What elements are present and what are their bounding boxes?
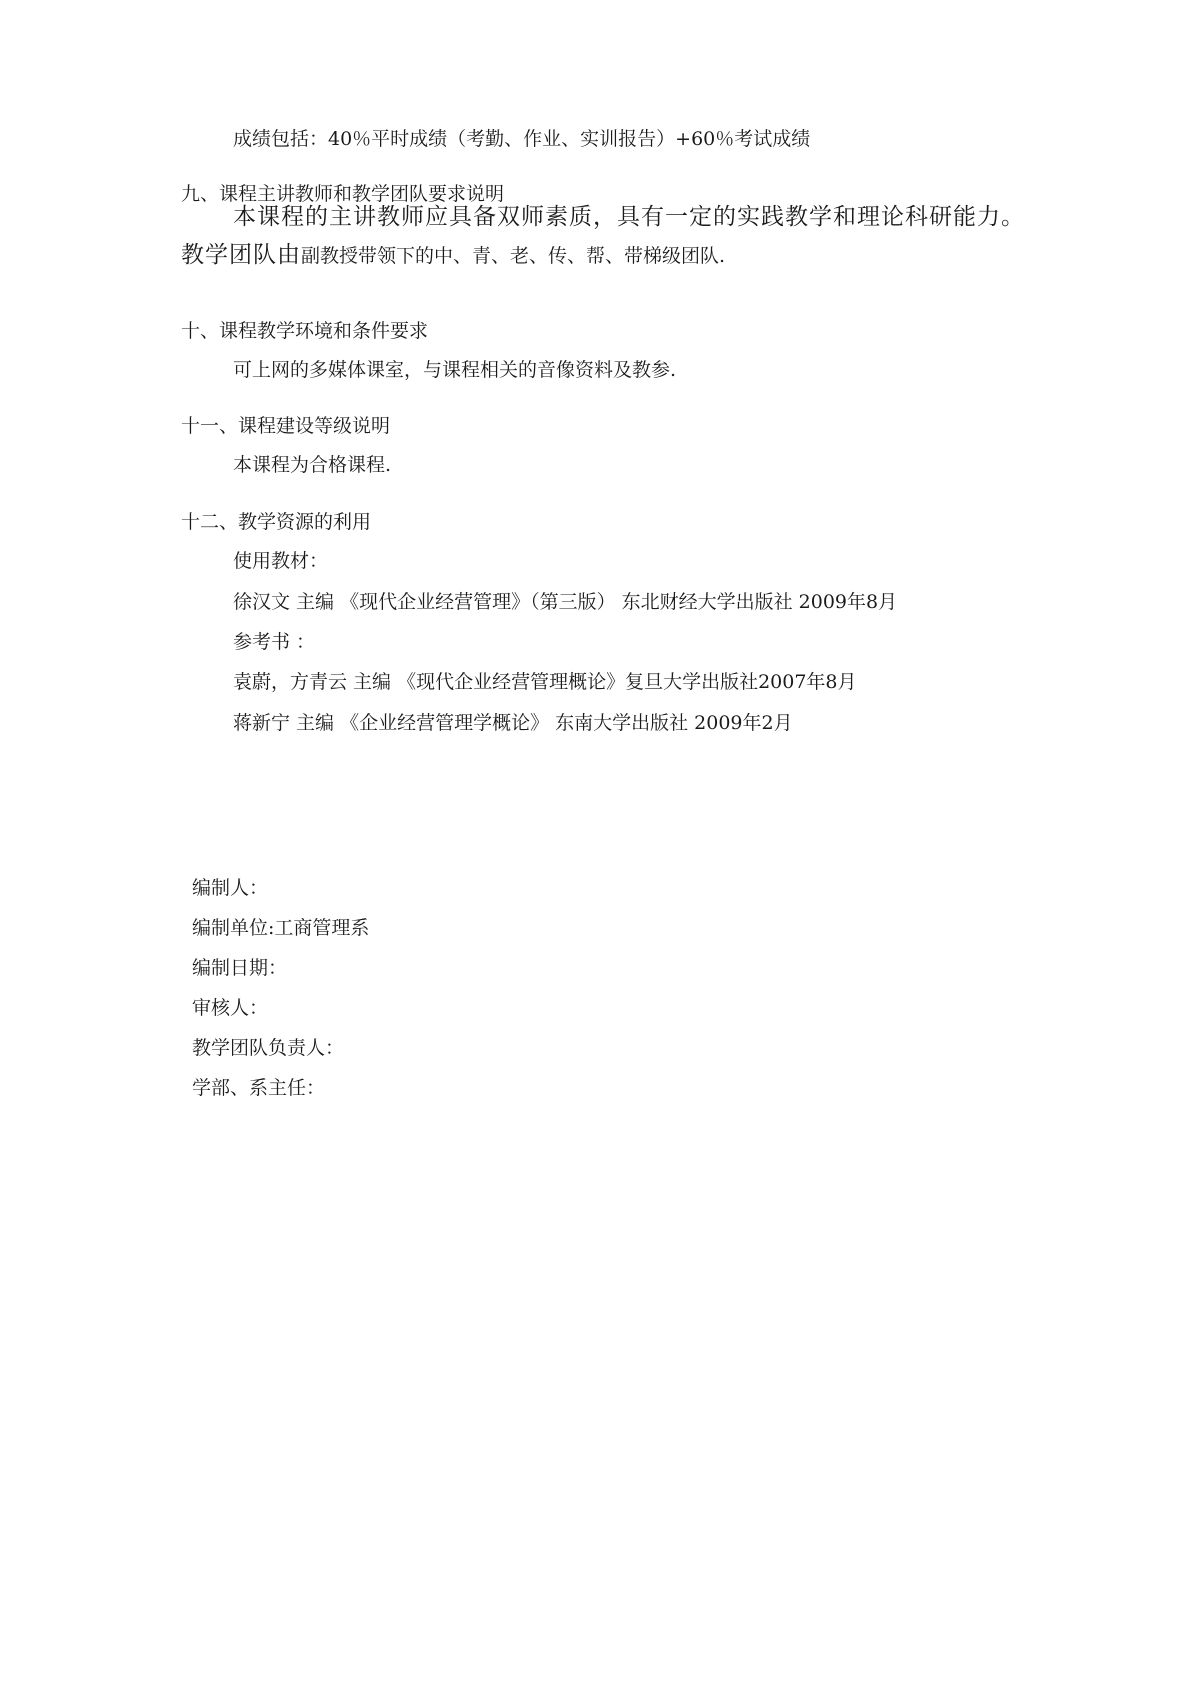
signoff-compiler: 编制人：: [192, 877, 269, 899]
signoff-compiling-unit: 编制单位:工商管理系: [192, 917, 370, 939]
textbook-entry: 徐汉文 主编 《现代企业经营管理》（第三版） 东北财经大学出版社 2009年8月: [233, 591, 898, 613]
section-11-heading: 十一、课程建设等级说明: [181, 415, 391, 437]
signoff-department-head: 学部、系主任：: [192, 1077, 326, 1099]
reference-label: 参考书 ：: [233, 631, 316, 653]
signoff-team-lead: 教学团队负责人：: [192, 1037, 345, 1059]
reference-entry-2: 蒋新宁 主编 《企业经营管理学概论》 东南大学出版社 2009年2月: [233, 712, 793, 734]
section-9-heading: 九、课程主讲教师和教学团队要求说明: [181, 183, 505, 205]
reference-entry-1: 袁蔚，方青云 主编 《现代企业经营管理概论》复旦大学出版社2007年8月: [233, 671, 857, 693]
signoff-reviewer: 审核人：: [192, 997, 269, 1019]
section-11-body: 本课程为合格课程.: [233, 454, 392, 476]
section-9-paragraph-line-1: 本课程的主讲教师应具备双师素质，具有一定的实践教学和理论科研能力。: [233, 204, 1025, 230]
textbook-label: 使用教材：: [233, 550, 329, 572]
grading-breakdown: 成绩包括：40％平时成绩（考勤、作业、实训报告）+60％考试成绩: [233, 128, 811, 150]
signoff-compiling-date: 编制日期：: [192, 957, 288, 979]
section-12-heading: 十二、教学资源的利用: [181, 511, 372, 533]
section-10-heading: 十、课程教学环境和条件要求: [181, 320, 429, 342]
section-10-body: 可上网的多媒体课室，与课程相关的音像资料及教参.: [233, 359, 677, 381]
section-9-paragraph-line-2-lead: 教学团队由: [181, 242, 301, 268]
section-9-paragraph-line-2-rest: 副教授带领下的中、青、老、传、帮、带梯级团队.: [301, 245, 726, 267]
section-9-paragraph-line-2: [181, 240, 725, 270]
